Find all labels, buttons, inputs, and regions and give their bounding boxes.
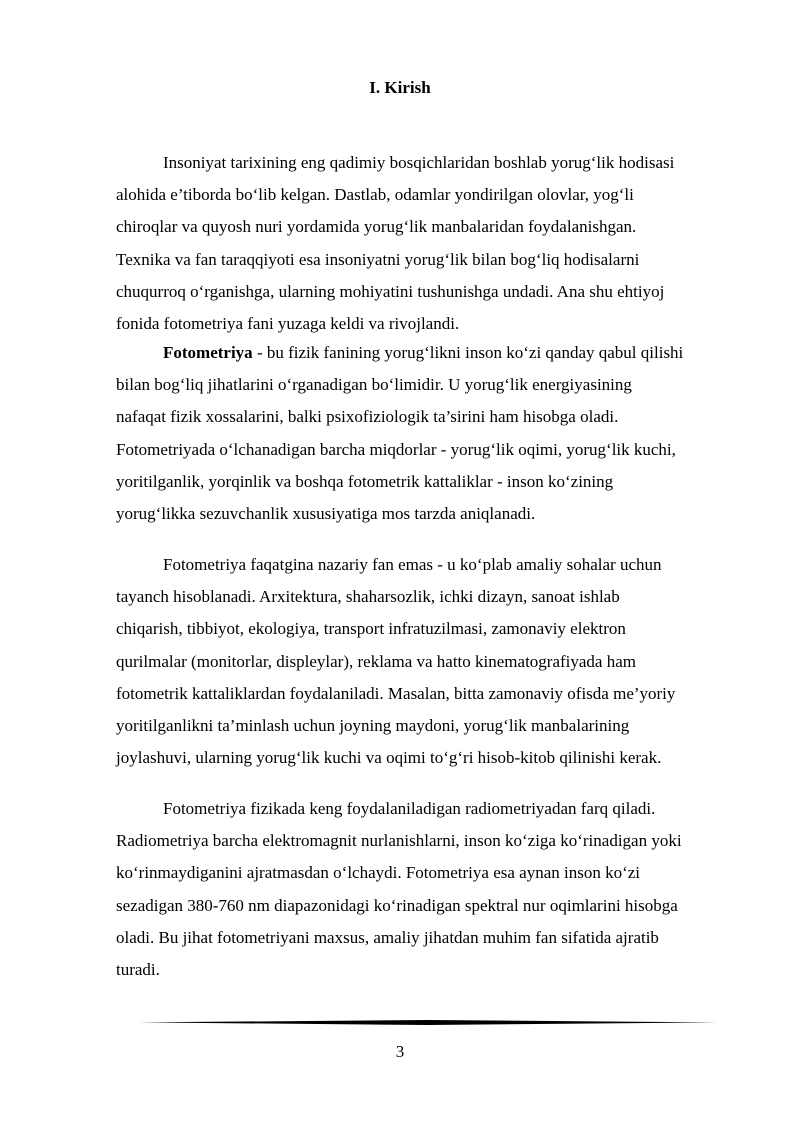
- paragraph-line: oladi. Bu jihat fotometriyani maxsus, amaliy jihatdan muhim fan sifatida ajratib: [116, 927, 659, 947]
- paragraph-line: fonida fotometriya fani yuzaga keldi va rivojlandi.: [116, 314, 460, 334]
- paragraph-line: yoritilganlik, yorqinlik va boshqa fotometrik kattaliklar - inson ko‘zining: [116, 471, 614, 491]
- paragraph-line: joylashuvi, ularning yorug‘lik kuchi va oqimi to‘g‘ri hisob-kitob qilinishi kerak.: [116, 748, 662, 768]
- paragraph-applications: [116, 549, 748, 774]
- paragraph-line: tayanch hisoblanadi. Arxitektura, shaharsozlik, ichki dizayn, sanoat ishlab: [116, 587, 620, 607]
- paragraph-radiometry: [116, 793, 748, 986]
- paragraph-line: qurilmalar (monitorlar, displeylar), reklama va hatto kinematografiyada ham: [116, 651, 636, 671]
- paragraph-intro: [116, 147, 748, 340]
- paragraph-line: Fotometriyada o‘lchanadigan barcha miqdorlar - yorug‘lik oqimi, yorug‘lik kuchi,: [116, 439, 676, 459]
- paragraph-line: Texnika va fan taraqqiyoti esa insoniyatni yorug‘lik bilan bog‘liq hodisalarni: [116, 249, 640, 269]
- paragraph-line: chuqurroq o‘rganishga, ularning mohiyatini tushunishga undadi. Ana shu ehtiyoj: [116, 281, 665, 301]
- paragraph-line: fotometrik kattaliklardan foydalaniladi. Masalan, bitta zamonaviy ofisda me’yoriy: [116, 683, 676, 703]
- paragraph-line: Fotometriya faqatgina nazariy fan emas - u ko‘plab amaliy sohalar uchun: [163, 555, 662, 574]
- paragraph-line: Fotometriya fizikada keng foydalaniladigan radiometriyadan farq qiladi.: [163, 799, 656, 818]
- paragraph-line: chiroqlar va quyosh nuri yordamida yorug‘lik manbalaridan foydalanishgan.: [116, 217, 637, 237]
- paragraph-line: nafaqat fizik xossalarini, balki psixofiziologik ta’sirini ham hisobga oladi.: [116, 407, 619, 427]
- paragraph-definition: [116, 337, 748, 530]
- section-heading: I. Kirish: [369, 78, 431, 97]
- paragraph-line: ko‘rinmaydiganini ajratmasdan o‘lchaydi. Fotometriya esa aynan inson ko‘zi: [116, 863, 641, 883]
- definition-text: - bu fizik fanining yorug‘likni inson ko‘zi qanday qabul qilishi: [252, 343, 684, 362]
- paragraph-line: yoritilganlikni ta’minlash uchun joyning maydoni, yorug‘lik manbalarining: [116, 716, 630, 736]
- paragraph-line: Radiometriya barcha elektromagnit nurlanishlarni, inson ko‘ziga ko‘rinadigan yoki: [116, 831, 682, 851]
- paragraph-line: yorug‘likka sezuvchanlik xususiyatiga mos tarzda aniqlanadi.: [116, 504, 536, 524]
- paragraph-line: alohida e’tiborda bo‘lib kelgan. Dastlab, odamlar yondirilgan olovlar, yog‘li: [116, 185, 634, 205]
- defined-term: Fotometriya: [163, 343, 253, 362]
- paragraph-line: chiqarish, tibbiyot, ekologiya, transport infratuzilmasi, zamonaviy elektron: [116, 619, 626, 639]
- page-number: 3: [395, 1042, 405, 1061]
- paragraph-line: Insoniyat tarixining eng qadimiy bosqichlaridan boshlab yorug‘lik hodisasi: [163, 153, 675, 172]
- paragraph-line: bilan bog‘liq jihatlarini o‘rganadigan bo‘limidir. U yorug‘lik energiyasining: [116, 375, 632, 395]
- paragraph-line: sezadigan 380-760 nm diapazonidagi ko‘rinadigan spektral nur oqimlarini hisobga: [116, 895, 678, 915]
- paragraph-line: turadi.: [116, 960, 160, 980]
- paragraph-line: [116, 337, 748, 369]
- footer-divider: [139, 1020, 717, 1025]
